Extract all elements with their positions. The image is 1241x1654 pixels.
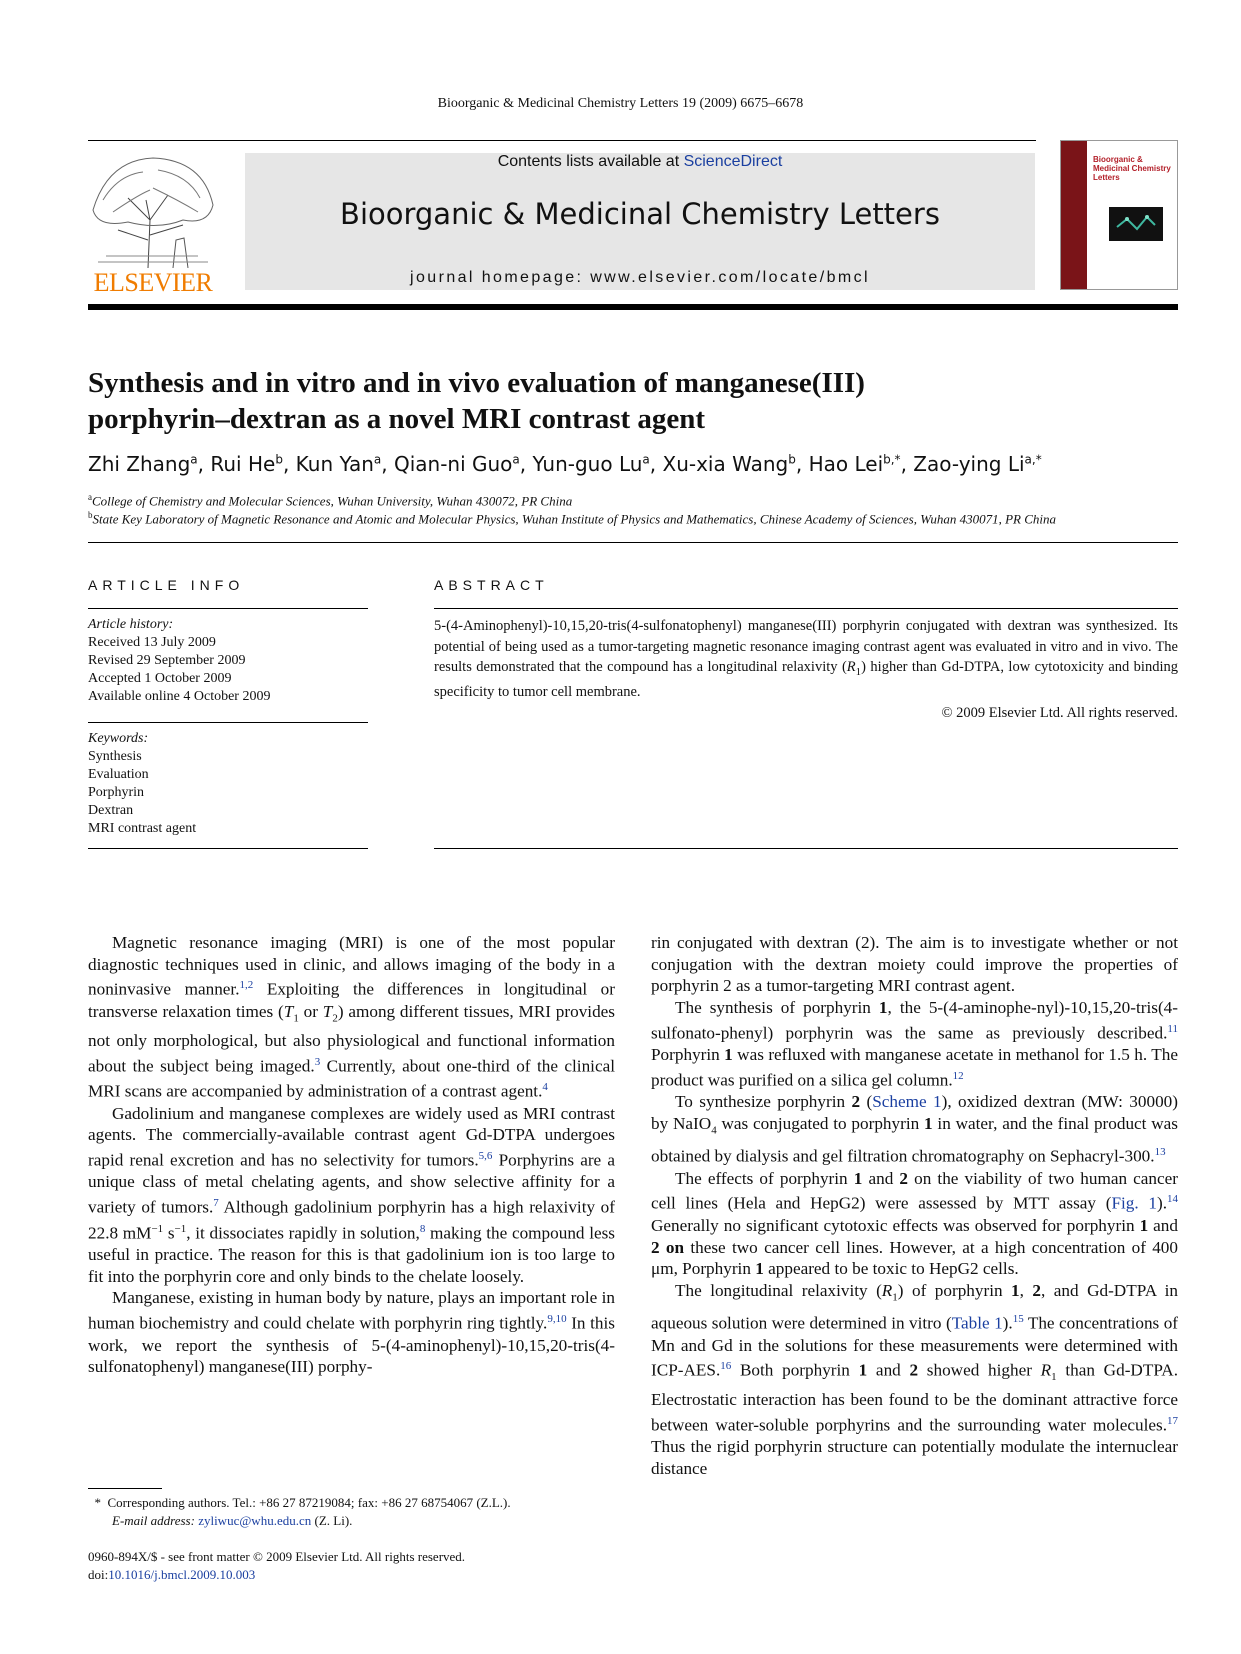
text: Although gadolinium porphyrin has a high relaxivity of 22.8 mM: [88, 1197, 615, 1243]
paragraph: [651, 1091, 1178, 1167]
reference-link[interactable]: 3: [314, 1055, 321, 1068]
author-list: Zhi Zhang$^a$, Rui He$^b$, Kun Yan$^a$, Qian-ni Guo$^a$, Yun-guo Lu$^a$, Xu-xia Wang$^b$, Hao Lei$^{b,*}$, Zao-ying $Li^{a,*}$: [88, 452, 1042, 476]
compound-number: 1: [924, 1114, 933, 1134]
reference-link[interactable]: 7: [213, 1197, 219, 1210]
author: Rui He: [210, 452, 276, 476]
reference-link[interactable]: 13: [1154, 1146, 1166, 1159]
affiliation-text: College of Chemistry and Molecular Sciences, Wuhan University, Wuhan 430072, PR China: [92, 493, 573, 509]
text: To synthesize porphyrin: [675, 1092, 852, 1112]
text: Currently, about one-third of the clinical MRI scans are accompanied by administration of a contrast agent.: [88, 1056, 615, 1101]
text: (: [860, 1092, 873, 1112]
author: Kun Yan: [295, 452, 374, 476]
author-sup: b: [788, 452, 796, 467]
abstract-text: 5-(4-Aminophenyl)-10,15,20-tris(4-sulfonatophenyl) manganese(III) porphyrin conjugated with dextran was synthesized. Its potential of being used as a tumor-targeting magnetic resonance imaging contrast agent was evaluated in vitro and in vivo. The results demonstrated that the compound has a longitudinal relaxivity (: [434, 618, 1178, 675]
history-online: Available online 4 October 2009: [88, 689, 271, 704]
text: ) of porphyrin: [897, 1280, 1012, 1300]
symbol: R: [881, 1280, 893, 1300]
abstract-copyright: © 2009 Elsevier Ltd. All rights reserved.: [941, 704, 1178, 721]
compound-number: 1: [724, 1045, 733, 1065]
corresponding-footnote: [88, 1494, 608, 1530]
footnote-rule: [88, 1488, 162, 1489]
keyword: Evaluation: [88, 767, 149, 782]
text: Porphyrins are a unique class of metal chelating agents, and show selective affinity for a variety of tumors.: [88, 1150, 615, 1217]
compound-number: 2: [899, 1168, 909, 1188]
text: showed higher: [918, 1360, 1041, 1380]
body-right-column: [651, 932, 1178, 1480]
reference-link[interactable]: 15: [1012, 1313, 1024, 1326]
superscript: −1: [174, 1222, 187, 1235]
text: and: [867, 1360, 910, 1380]
paragraph: rin conjugated with dextran (2). The aim is to investigate whether or not conjugation with the dextran moiety could improve the properties of porphyrin 2 as a tumor-targeting MRI contrast agent.: [651, 933, 1178, 996]
reference-link[interactable]: 5,6: [478, 1149, 493, 1162]
text: ).: [1156, 1194, 1167, 1214]
affiliation-b: [88, 510, 1056, 527]
figure-link[interactable]: Fig. 1: [1111, 1194, 1157, 1214]
abstract-body: [434, 616, 1178, 723]
reference-link[interactable]: 14: [1167, 1193, 1178, 1206]
affiliation-sup: b: [88, 510, 93, 520]
journal-name: Bioorganic & Medicinal Chemistry Letters: [340, 197, 940, 231]
sciencedirect-link[interactable]: ScienceDirect: [683, 153, 783, 170]
reference-link[interactable]: 17: [1167, 1414, 1178, 1427]
keyword: Dextran: [88, 803, 134, 818]
author-sup: a: [190, 452, 198, 467]
affiliation-rule: [88, 542, 1178, 543]
compound-number: 1: [878, 998, 888, 1018]
keywords-label: Keywords:: [88, 731, 149, 746]
text: Exploiting the differences in longitudinal or transverse relaxation times (: [88, 980, 615, 1021]
relaxivity-symbol: R: [846, 659, 856, 675]
author-sup: a: [512, 452, 520, 467]
text: these two cancer cell lines. However, at a high concentration of 400 μm, Porphyrin: [651, 1237, 1178, 1279]
author: Qian-ni Guo: [393, 452, 513, 476]
journal-homepage[interactable]: journal homepage: www.elsevier.com/locate/bmcl: [410, 269, 870, 286]
author: Zao-ying Li: [913, 452, 1025, 476]
history-accepted: Accepted 1 October 2009: [88, 671, 232, 686]
text: in water, and the final product was obtained by dialysis and gel filtration chromatography on Sephacryl-300.: [651, 1114, 1178, 1166]
text: , and Gd-DTPA in aqueous solution were determined in vitro (: [651, 1280, 1178, 1333]
compound-number: 2 on: [651, 1237, 685, 1257]
keyword: Porphyrin: [88, 785, 144, 800]
text: or: [298, 1001, 323, 1021]
doi-prefix: doi:: [88, 1567, 109, 1582]
abstract-bottom-rule: [434, 848, 1178, 849]
abstract-heading: ABSTRACT: [434, 577, 549, 593]
affiliation-text: State Key Laboratory of Magnetic Resonance and Atomic and Molecular Physics, Wuhan Institute of Physics and Mathematics, Chinese Academy of Sciences, Wuhan 430071, PR China: [92, 511, 1057, 527]
compound-number: 2: [1032, 1280, 1042, 1300]
text: Magnetic resonance imaging (MRI) is one of the most popular diagnostic techniques used in clinic, and allows imaging of the body in a noninvasive manner.: [88, 933, 615, 1000]
header-top-rule: [88, 140, 1036, 141]
reference-link[interactable]: 12: [952, 1069, 964, 1082]
footnote-text: Corresponding authors. Tel.: +86 27 87219084; fax: +86 27 68754067 (Z.L.).: [107, 1495, 511, 1510]
abstract-text: ) higher than Gd-DTPA, low cytotoxicity and binding specificity to tumor cell membrane.: [434, 659, 1178, 701]
author-sup: b: [275, 452, 283, 467]
affiliation-a: [88, 492, 572, 509]
relaxivity-sub: 1: [855, 665, 862, 678]
author: Yun-guo Lu: [532, 452, 643, 476]
article-info-rule: [88, 608, 368, 609]
cover-spine: [1061, 141, 1087, 289]
text: , the 5-(4-aminophe-nyl)-10,15,20-tris(4-sulfonato-phenyl) porphyrin was the same as previously described.: [651, 998, 1178, 1043]
scheme-link[interactable]: Scheme 1: [872, 1092, 942, 1112]
author: Zhi Zhang: [88, 452, 191, 476]
text: making the compound less useful in practice. The reason for this is that gadolinium ion is too large to fit into the porphyrin core and only binds to the chelate loosely.: [88, 1223, 615, 1286]
text: The synthesis of porphyrin: [675, 998, 879, 1018]
article-history: [88, 616, 368, 706]
cover-image: [1109, 207, 1163, 241]
title-line-1: Synthesis and in vitro and in vivo evaluation of manganese(III): [88, 367, 865, 399]
footnote-star: *: [94, 1495, 101, 1510]
contents-prefix: Contents lists available at: [497, 153, 684, 170]
text: The longitudinal relaxivity (: [675, 1280, 882, 1300]
compound-number: 1: [858, 1360, 868, 1380]
symbol: T: [322, 1001, 333, 1021]
compound-number: 2: [909, 1360, 919, 1380]
compound-number: 2: [851, 1092, 861, 1112]
paragraph: [651, 997, 1178, 1091]
reference-link[interactable]: 8: [419, 1222, 426, 1235]
article-title: [88, 365, 1178, 437]
symbol: T: [283, 1001, 294, 1021]
text: appeared to be toxic to HepG2 cells.: [763, 1259, 1019, 1279]
reference-link[interactable]: 11: [1167, 1022, 1178, 1035]
compound-number: 1: [1139, 1215, 1149, 1235]
reference-link[interactable]: 9,10: [547, 1313, 567, 1326]
doi-line: [88, 1566, 465, 1584]
body-left-column: [88, 932, 615, 1378]
paragraph: [651, 1280, 1178, 1480]
issn-line: 0960-894X/$ - see front matter © 2009 Elsevier Ltd. All rights reserved.: [88, 1549, 466, 1564]
keywords: [88, 730, 368, 838]
compound-number: 1: [853, 1168, 863, 1188]
text: than Gd-DTPA. Electrostatic interaction has been found to be the dominant attractive force between water-soluble porphyrins and the surrounding water molecules.: [651, 1360, 1179, 1435]
text: The concentrations of Mn and Gd in the solutions for these measurements were determined with ICP-AES.: [651, 1313, 1179, 1380]
journal-cover-thumbnail: [1060, 140, 1178, 290]
abstract-rule: [434, 608, 1178, 609]
subscript: 4: [711, 1124, 717, 1137]
author: Hao Lei: [808, 452, 884, 476]
cover-title: Bioorganic & Medicinal Chemistry Letters: [1093, 155, 1171, 182]
table-link[interactable]: Table 1: [951, 1313, 1003, 1333]
paragraph: [88, 1103, 615, 1288]
header-thick-rule: [88, 304, 1178, 310]
reference-link[interactable]: 4: [542, 1081, 548, 1094]
author-sup: a,*: [1024, 452, 1042, 467]
text: The effects of porphyrin: [675, 1168, 854, 1188]
author-sup: a: [373, 452, 382, 467]
text: Manganese, existing in human body by nature, plays an important role in human biochemistry and could chelate with porphyrin ring tightly.: [88, 1288, 615, 1333]
subscript: 1: [293, 1012, 299, 1025]
text: Gadolinium and manganese complexes are widely used as MRI contrast agents. The commercially-available contrast agent Gd-DTPA undergoes rapid renal excretion and has no selectivity for tumors.: [88, 1103, 615, 1170]
paragraph: [651, 1168, 1178, 1280]
keywords-rule: [88, 722, 368, 723]
history-label: Article history:: [88, 617, 174, 632]
info-bottom-rule: [88, 848, 368, 849]
text: was refluxed with manganese acetate in methanol for 1.5 h. The product was purified on a silica gel column.: [651, 1045, 1179, 1090]
text: Thus the rigid porphyrin structure can potentially modulate the internuclear distance: [651, 1437, 1178, 1478]
title-line-2: porphyrin–dextran as a novel MRI contrast agent: [88, 403, 706, 435]
text: and: [1148, 1215, 1178, 1235]
journal-citation: Bioorganic & Medicinal Chemistry Letters 19 (2009) 6675–6678: [437, 96, 804, 111]
article-info-heading: ARTICLE INFO: [88, 577, 245, 593]
author: Xu-xia Wang: [662, 452, 789, 476]
history-revised: Revised 29 September 2009: [88, 653, 246, 668]
text: ).: [1002, 1313, 1013, 1333]
tree-icon: [88, 150, 218, 268]
superscript: −1: [151, 1222, 164, 1235]
footnote-line: [88, 1494, 608, 1512]
author-sup: a: [642, 452, 650, 467]
text: on the viability of two human cancer cell lines (Hela and HepG2) were assessed by MTT assay (: [651, 1168, 1178, 1214]
text: Both porphyrin: [731, 1360, 859, 1380]
molecule-icon: [1109, 207, 1163, 241]
keyword: MRI contrast agent: [88, 821, 197, 836]
subscript: 1: [1051, 1371, 1057, 1384]
text: ) among different tissues, MRI provides not only morphological, but also physiological and functional information about the subject being imaged.: [88, 1001, 615, 1076]
footnote-email-line: [88, 1512, 608, 1530]
text: In this work, we report the synthesis of 5-(4-aminophenyl)-10,15,20-tris(4-sulfonatophenyl) manganese(III) porphy-: [88, 1313, 615, 1377]
doi-link[interactable]: 10.1016/j.bmcl.2009.10.003: [108, 1567, 256, 1582]
subscript: 2: [332, 1012, 338, 1025]
text: ,: [1019, 1280, 1033, 1300]
email-suffix: (Z. Li).: [311, 1513, 353, 1528]
history-received: Received 13 July 2009: [88, 635, 216, 650]
subscript: 1: [892, 1291, 898, 1304]
text: was conjugated to porphyrin: [716, 1114, 925, 1134]
compound-number: 1: [755, 1259, 764, 1279]
text: Porphyrin: [651, 1045, 725, 1065]
symbol: R: [1040, 1360, 1052, 1380]
compound-number: 1: [1011, 1280, 1020, 1300]
contents-line: [245, 153, 1035, 171]
reference-link[interactable]: 1,2: [239, 979, 254, 992]
elsevier-wordmark: ELSEVIER: [93, 268, 213, 297]
text: and: [862, 1168, 900, 1188]
paragraph: [88, 1287, 615, 1378]
text: Generally no significant cytotoxic effects was observed for porphyrin: [651, 1215, 1140, 1235]
reference-link[interactable]: 16: [720, 1360, 732, 1373]
author-sup: b,*: [883, 452, 901, 467]
text: , it dissociates rapidly in solution,: [186, 1223, 420, 1243]
email-label: E-mail address:: [112, 1513, 195, 1528]
affiliation-sup: a: [88, 492, 92, 502]
text: s: [163, 1223, 175, 1243]
text: ), oxidized dextran (MW: 30000) by NaIO: [651, 1092, 1178, 1134]
page-footer: [88, 1548, 465, 1584]
keyword: Synthesis: [88, 749, 142, 764]
email-link[interactable]: zyliwuc@whu.edu.cn: [198, 1513, 312, 1528]
paragraph: [88, 932, 615, 1103]
